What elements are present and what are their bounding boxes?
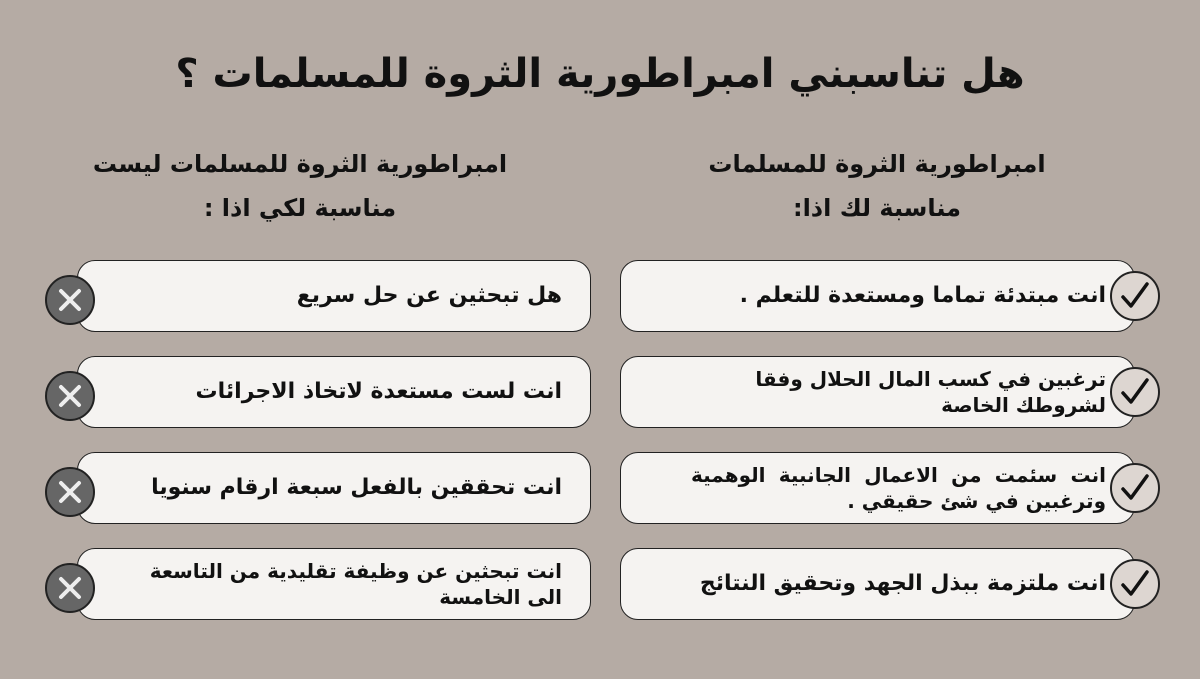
not-suitable-item-label: هل تبحثين عن حل سريع <box>296 283 562 308</box>
suitable-item-label: ترغبين في كسب المال الحلال وفقا لشروطك الخاصة <box>755 367 1106 417</box>
check-icon <box>1110 559 1160 609</box>
not-suitable-item-label: انت تبحثين عن وظيفة تقليدية من التاسعة الى الخامسة <box>149 559 562 609</box>
suitable-item-label: انت مبتدئة تماما ومستعدة للتعلم . <box>739 283 1106 308</box>
not-suitable-heading-line2: مناسبة لكي اذا : <box>203 194 397 222</box>
suitable-item <box>620 452 1135 524</box>
suitable-item-label: انت سئمت من الاعمال الجانبية الوهمية وترغبين في شئ حقيقي . <box>691 463 1106 513</box>
not-suitable-item <box>77 548 591 620</box>
check-icon <box>1110 271 1160 321</box>
page-title: هل تناسبني امبراطورية الثروة للمسلمات ؟ <box>175 51 1025 97</box>
check-icon <box>1110 367 1160 417</box>
suitable-heading-line2: مناسبة لك اذا: <box>792 194 962 222</box>
not-suitable-item <box>77 452 591 524</box>
not-suitable-heading-line1: امبراطورية الثروة للمسلمات ليست <box>92 150 508 178</box>
suitable-heading <box>617 142 1137 230</box>
not-suitable-item-label: انت تحققين بالفعل سبعة ارقام سنويا <box>151 475 562 500</box>
suitable-item <box>620 356 1135 428</box>
close-icon <box>45 467 95 517</box>
not-suitable-item <box>77 260 591 332</box>
suitable-item-label: انت ملتزمة ببذل الجهد وتحقيق النتائج <box>699 571 1106 596</box>
not-suitable-item <box>77 356 591 428</box>
check-icon <box>1110 463 1160 513</box>
close-icon <box>45 275 95 325</box>
suitable-item <box>620 260 1135 332</box>
suitable-item <box>620 548 1135 620</box>
not-suitable-heading <box>40 142 560 230</box>
suitable-heading-line1: امبراطورية الثروة للمسلمات <box>708 150 1046 178</box>
close-icon <box>45 371 95 421</box>
not-suitable-item-label: انت لست مستعدة لاتخاذ الاجرائات <box>195 379 562 404</box>
close-icon <box>45 563 95 613</box>
